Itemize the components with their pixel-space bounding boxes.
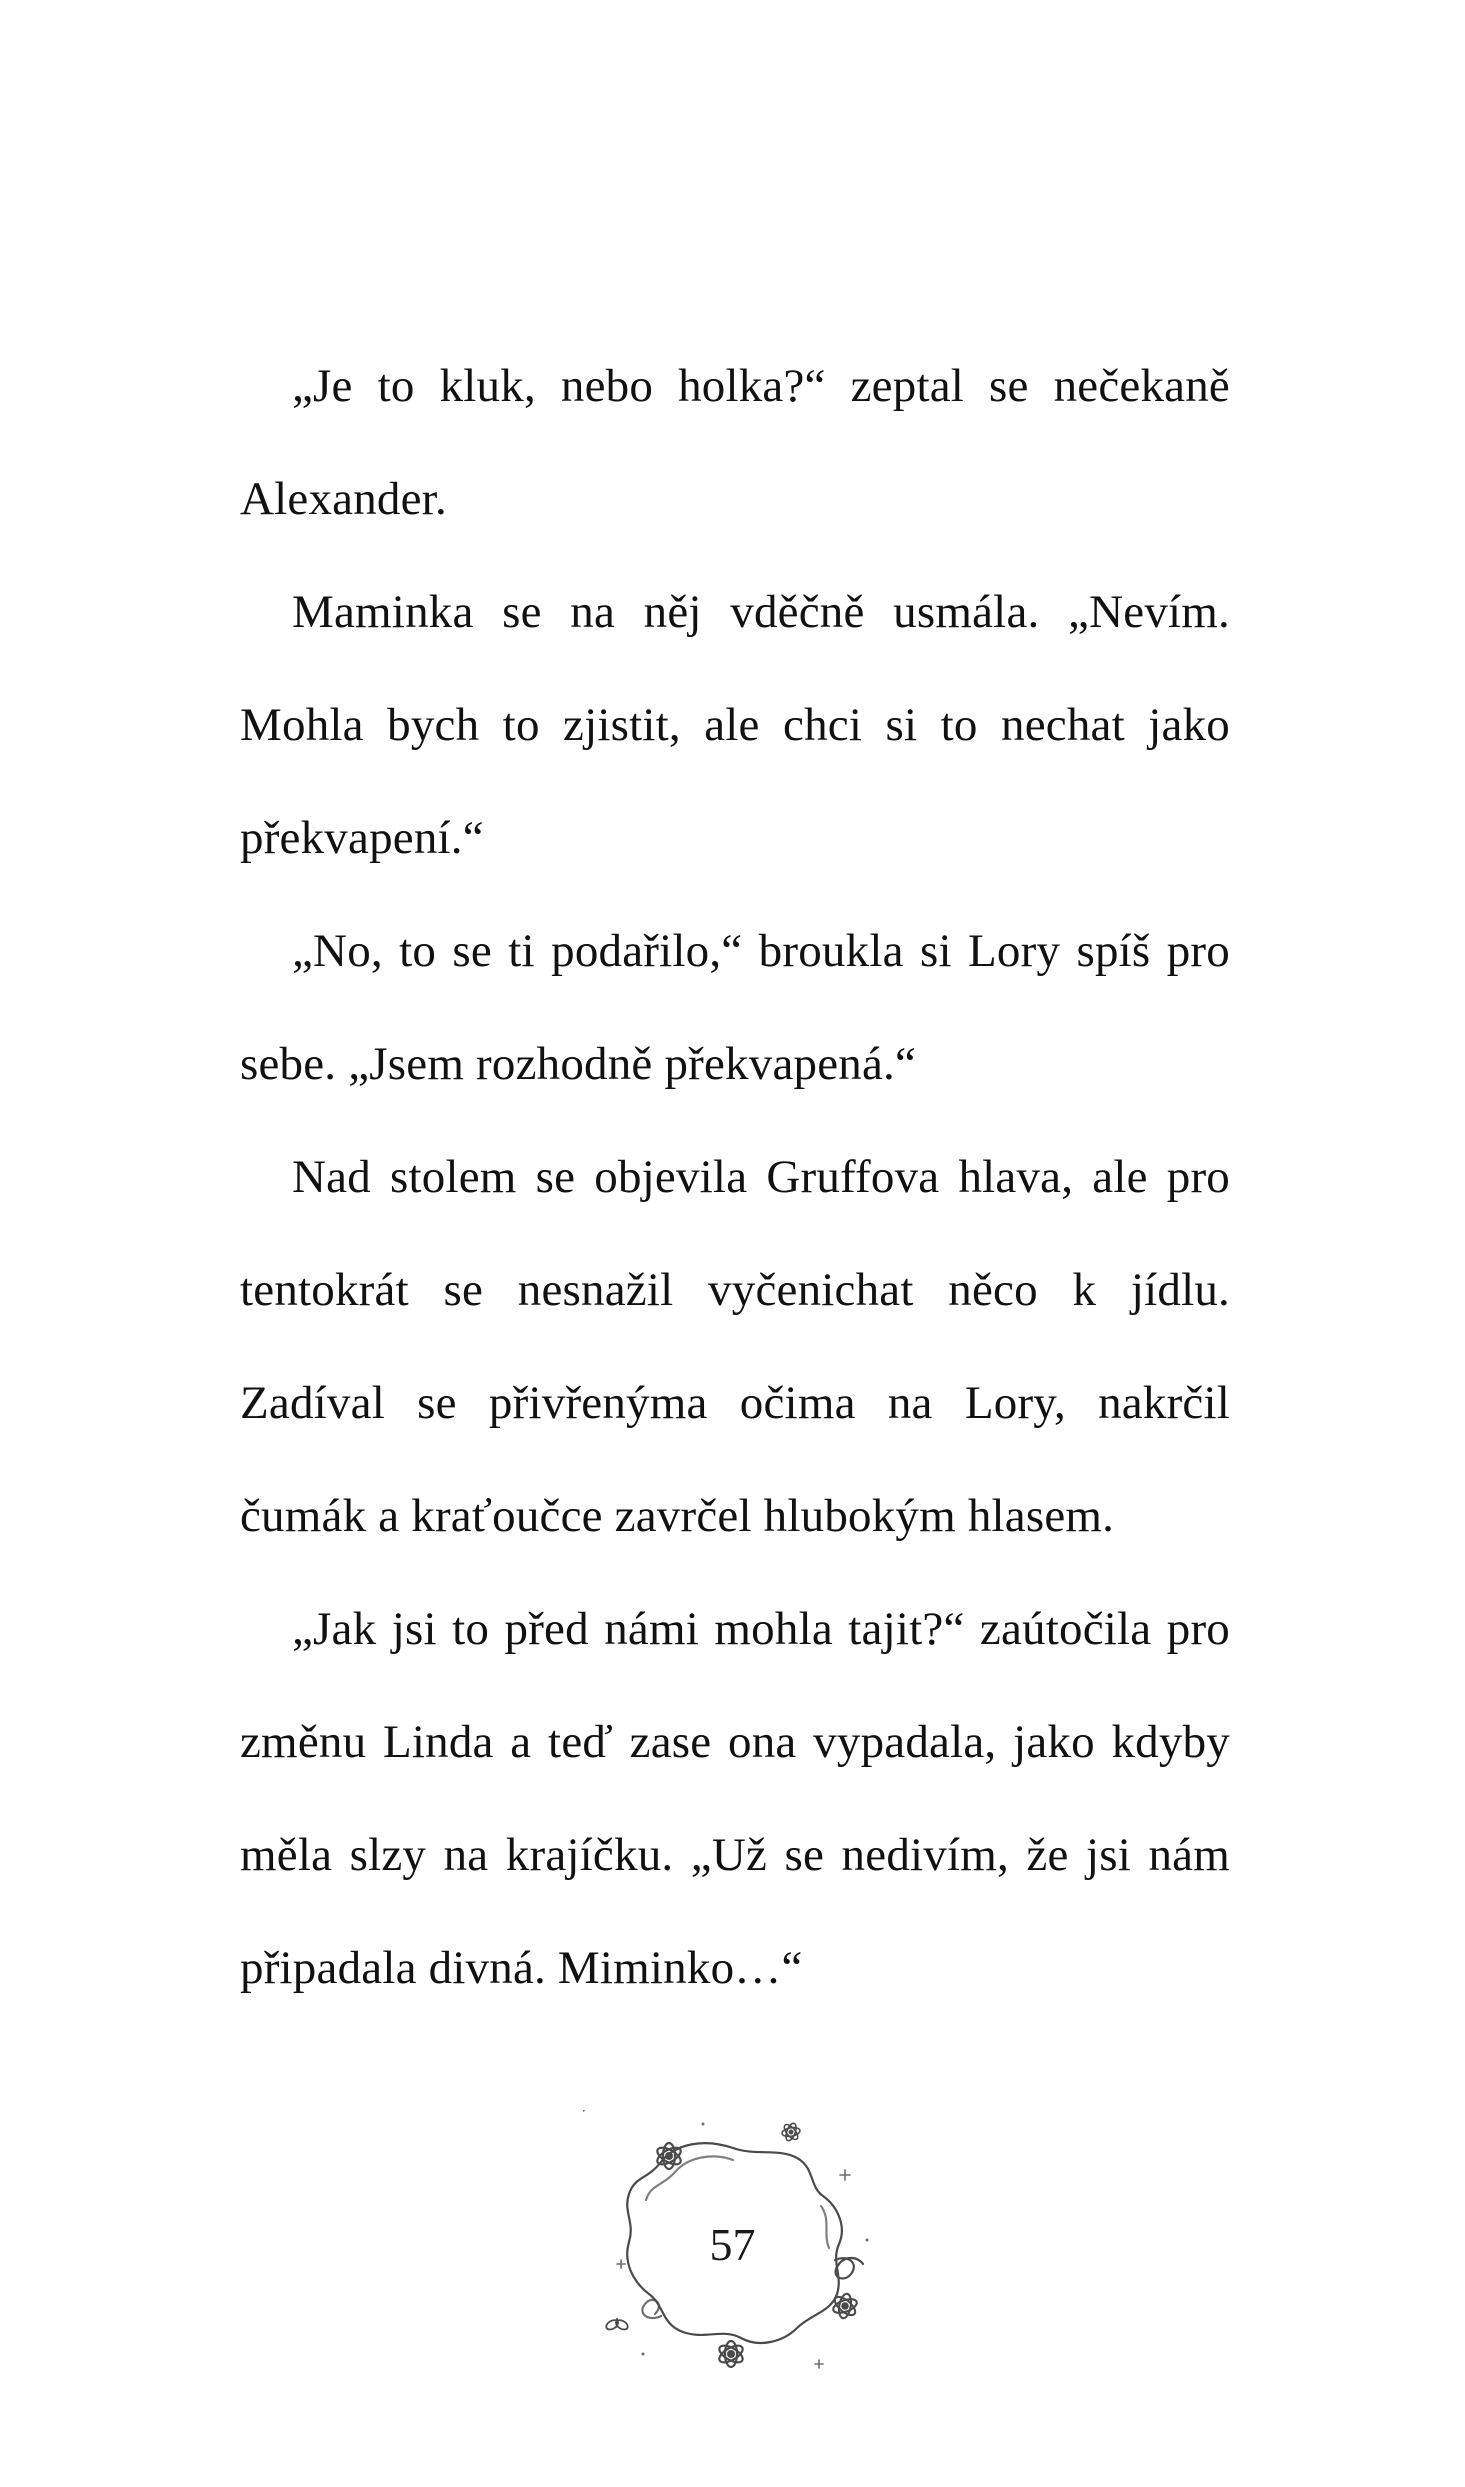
paragraph: „Jak jsi to před námi mohla tajit?“ zaútočila pro změnu Linda a teď zase ona vypadala, jako kdyby měla slzy na krajíčku. „Už se nedivím, že jsi nám připadala divná. Miminko…“: [240, 1603, 1230, 1994]
flower-icon: [781, 2122, 800, 2142]
paragraph: „Je to kluk, nebo holka?“ zeptal se nečekaně Alexander.: [240, 360, 1230, 525]
page-number: 57: [709, 2219, 756, 2270]
page-footer-ornament: [583, 2110, 883, 2380]
flower-icon: [716, 2341, 745, 2367]
flower-icon: [831, 2293, 858, 2319]
paragraph: „No, to se ti podařilo,“ broukla si Lory spíš pro sebe. „Jsem rozhodně překvapená.“: [240, 925, 1230, 1090]
paragraph: Maminka se na něj vděčně usmála. „Nevím. Mohla bych to zjistit, ale chci si to nechat jako překvapení.“: [240, 586, 1230, 864]
butterfly-icon: [604, 2318, 629, 2331]
paragraph: Nad stolem se objevila Gruffova hlava, ale pro tentokrát se nesnažil vyčenichat něco k jídlu. Zadíval se přivřenýma očima na Lory, nakrčil čumák a kraťoučce zavrčel hlubokým hlasem.: [240, 1151, 1230, 1542]
body-text: [240, 330, 1230, 2025]
